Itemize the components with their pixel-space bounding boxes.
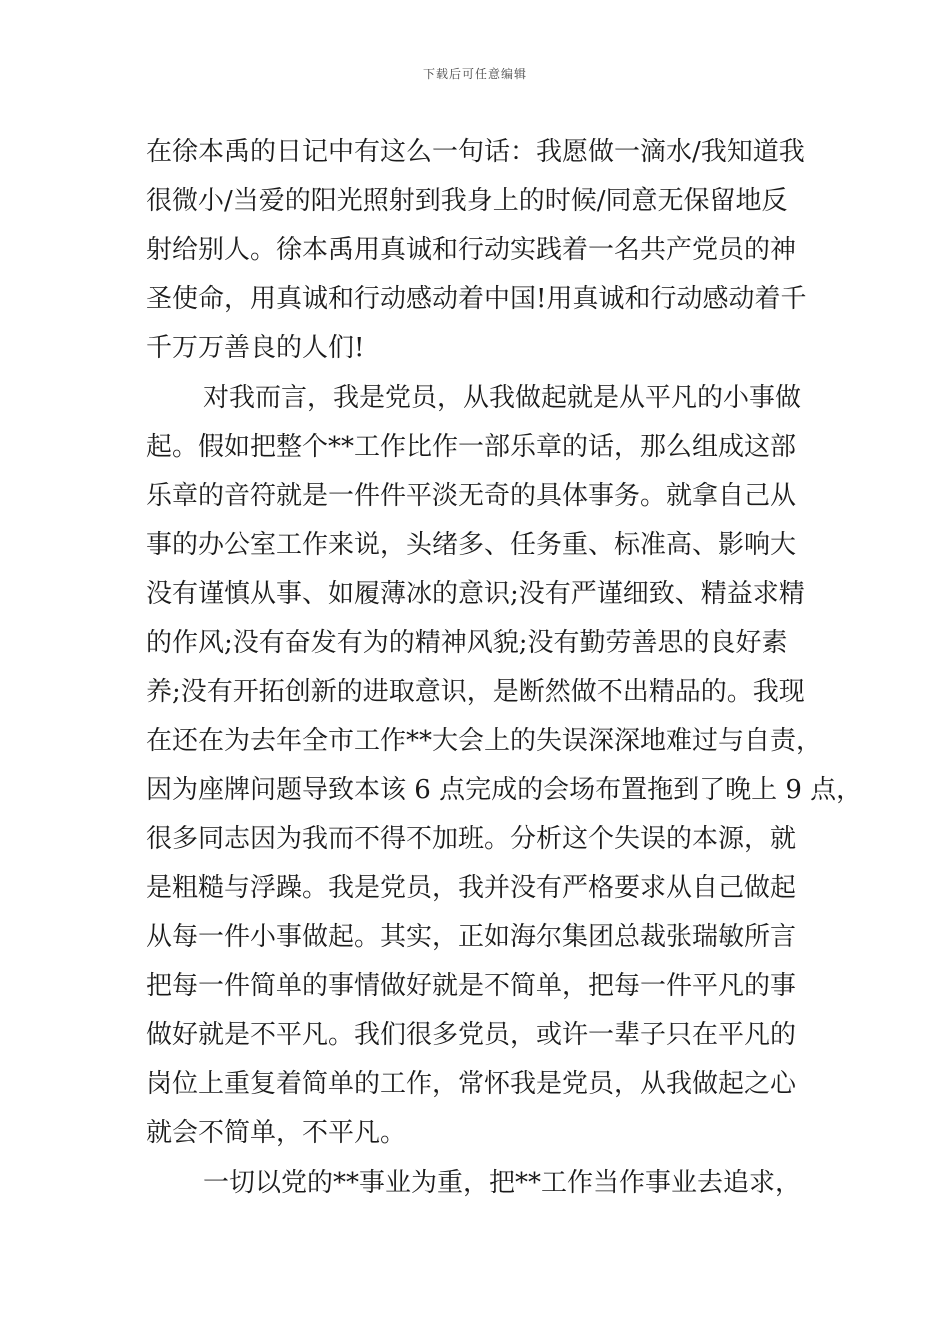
- paragraph-1-line-2: 很微小/当爱的阳光照射到我身上的时候/同意无保留地反: [146, 186, 788, 216]
- paragraph-2-line-10: 很多同志因为我而不得不加班。分析这个失误的本源，就: [146, 824, 797, 854]
- paragraph-2-line-6: 的作风;没有奋发有为的精神风貌;没有勤劳善思的良好素: [146, 628, 788, 658]
- paragraph-2-line-13: 把每一件简单的事情做好就是不简单，把每一件平凡的事: [146, 971, 797, 1001]
- paragraph-1-line-4: 圣使命，用真诚和行动感动着中国!用真诚和行动感动着千: [146, 284, 807, 314]
- paragraph-2-line-12: 从每一件小事做起。其实，正如海尔集团总裁张瑞敏所言: [146, 922, 797, 952]
- paragraph-2-line-11: 是粗糙与浮躁。我是党员，我并没有严格要求从自己做起: [146, 873, 797, 903]
- paragraph-2-line-15: 岗位上重复着简单的工作，常怀我是党员，从我做起之心: [146, 1069, 797, 1099]
- document-body: [146, 128, 863, 1208]
- paragraph-2-line-9: 因为座牌问题导致本该 6 点完成的会场布置拖到了晚上 9 点，: [146, 775, 863, 805]
- paragraph-2-line-4: 事的办公室工作来说，头绪多、任务重、标准高、影响大: [146, 530, 797, 560]
- paragraph-1-line-5: 千万万善良的人们!: [146, 333, 365, 363]
- paragraph-2-line-14: 做好就是不平凡。我们很多党员，或许一辈子只在平凡的: [146, 1020, 797, 1050]
- paragraph-1-line-1: 在徐本禹的日记中有这么一句话：我愿做一滴水/我知道我: [146, 137, 805, 167]
- paragraph-2-line-5: 没有谨慎从事、如履薄冰的意识;没有严谨细致、精益求精: [146, 579, 805, 609]
- paragraph-2-line-8: 在还在为去年全市工作**大会上的失误深深地难过与自责，: [146, 726, 823, 756]
- paragraph-2-line-3: 乐章的音符就是一件件平淡无奇的具体事务。就拿自己从: [146, 481, 797, 511]
- paragraph-2-line-16: 就会不简单，不平凡。: [146, 1118, 407, 1148]
- paragraph-3-line-1: 一切以党的**事业为重，把**工作当作事业去追求，: [203, 1168, 802, 1198]
- page-header: 下载后可任意编辑: [422, 67, 527, 81]
- paragraph-2-line-7: 养;没有开拓创新的进取意识，是断然做不出精品的。我现: [146, 677, 805, 707]
- paragraph-2-line-1: 对我而言，我是党员，从我做起就是从平凡的小事做: [203, 383, 802, 413]
- paragraph-2-line-2: 起。假如把整个**工作比作一部乐章的话，那么组成这部: [146, 432, 797, 462]
- paragraph-1-line-3: 射给别人。徐本禹用真诚和行动实践着一名共产党员的神: [146, 235, 797, 265]
